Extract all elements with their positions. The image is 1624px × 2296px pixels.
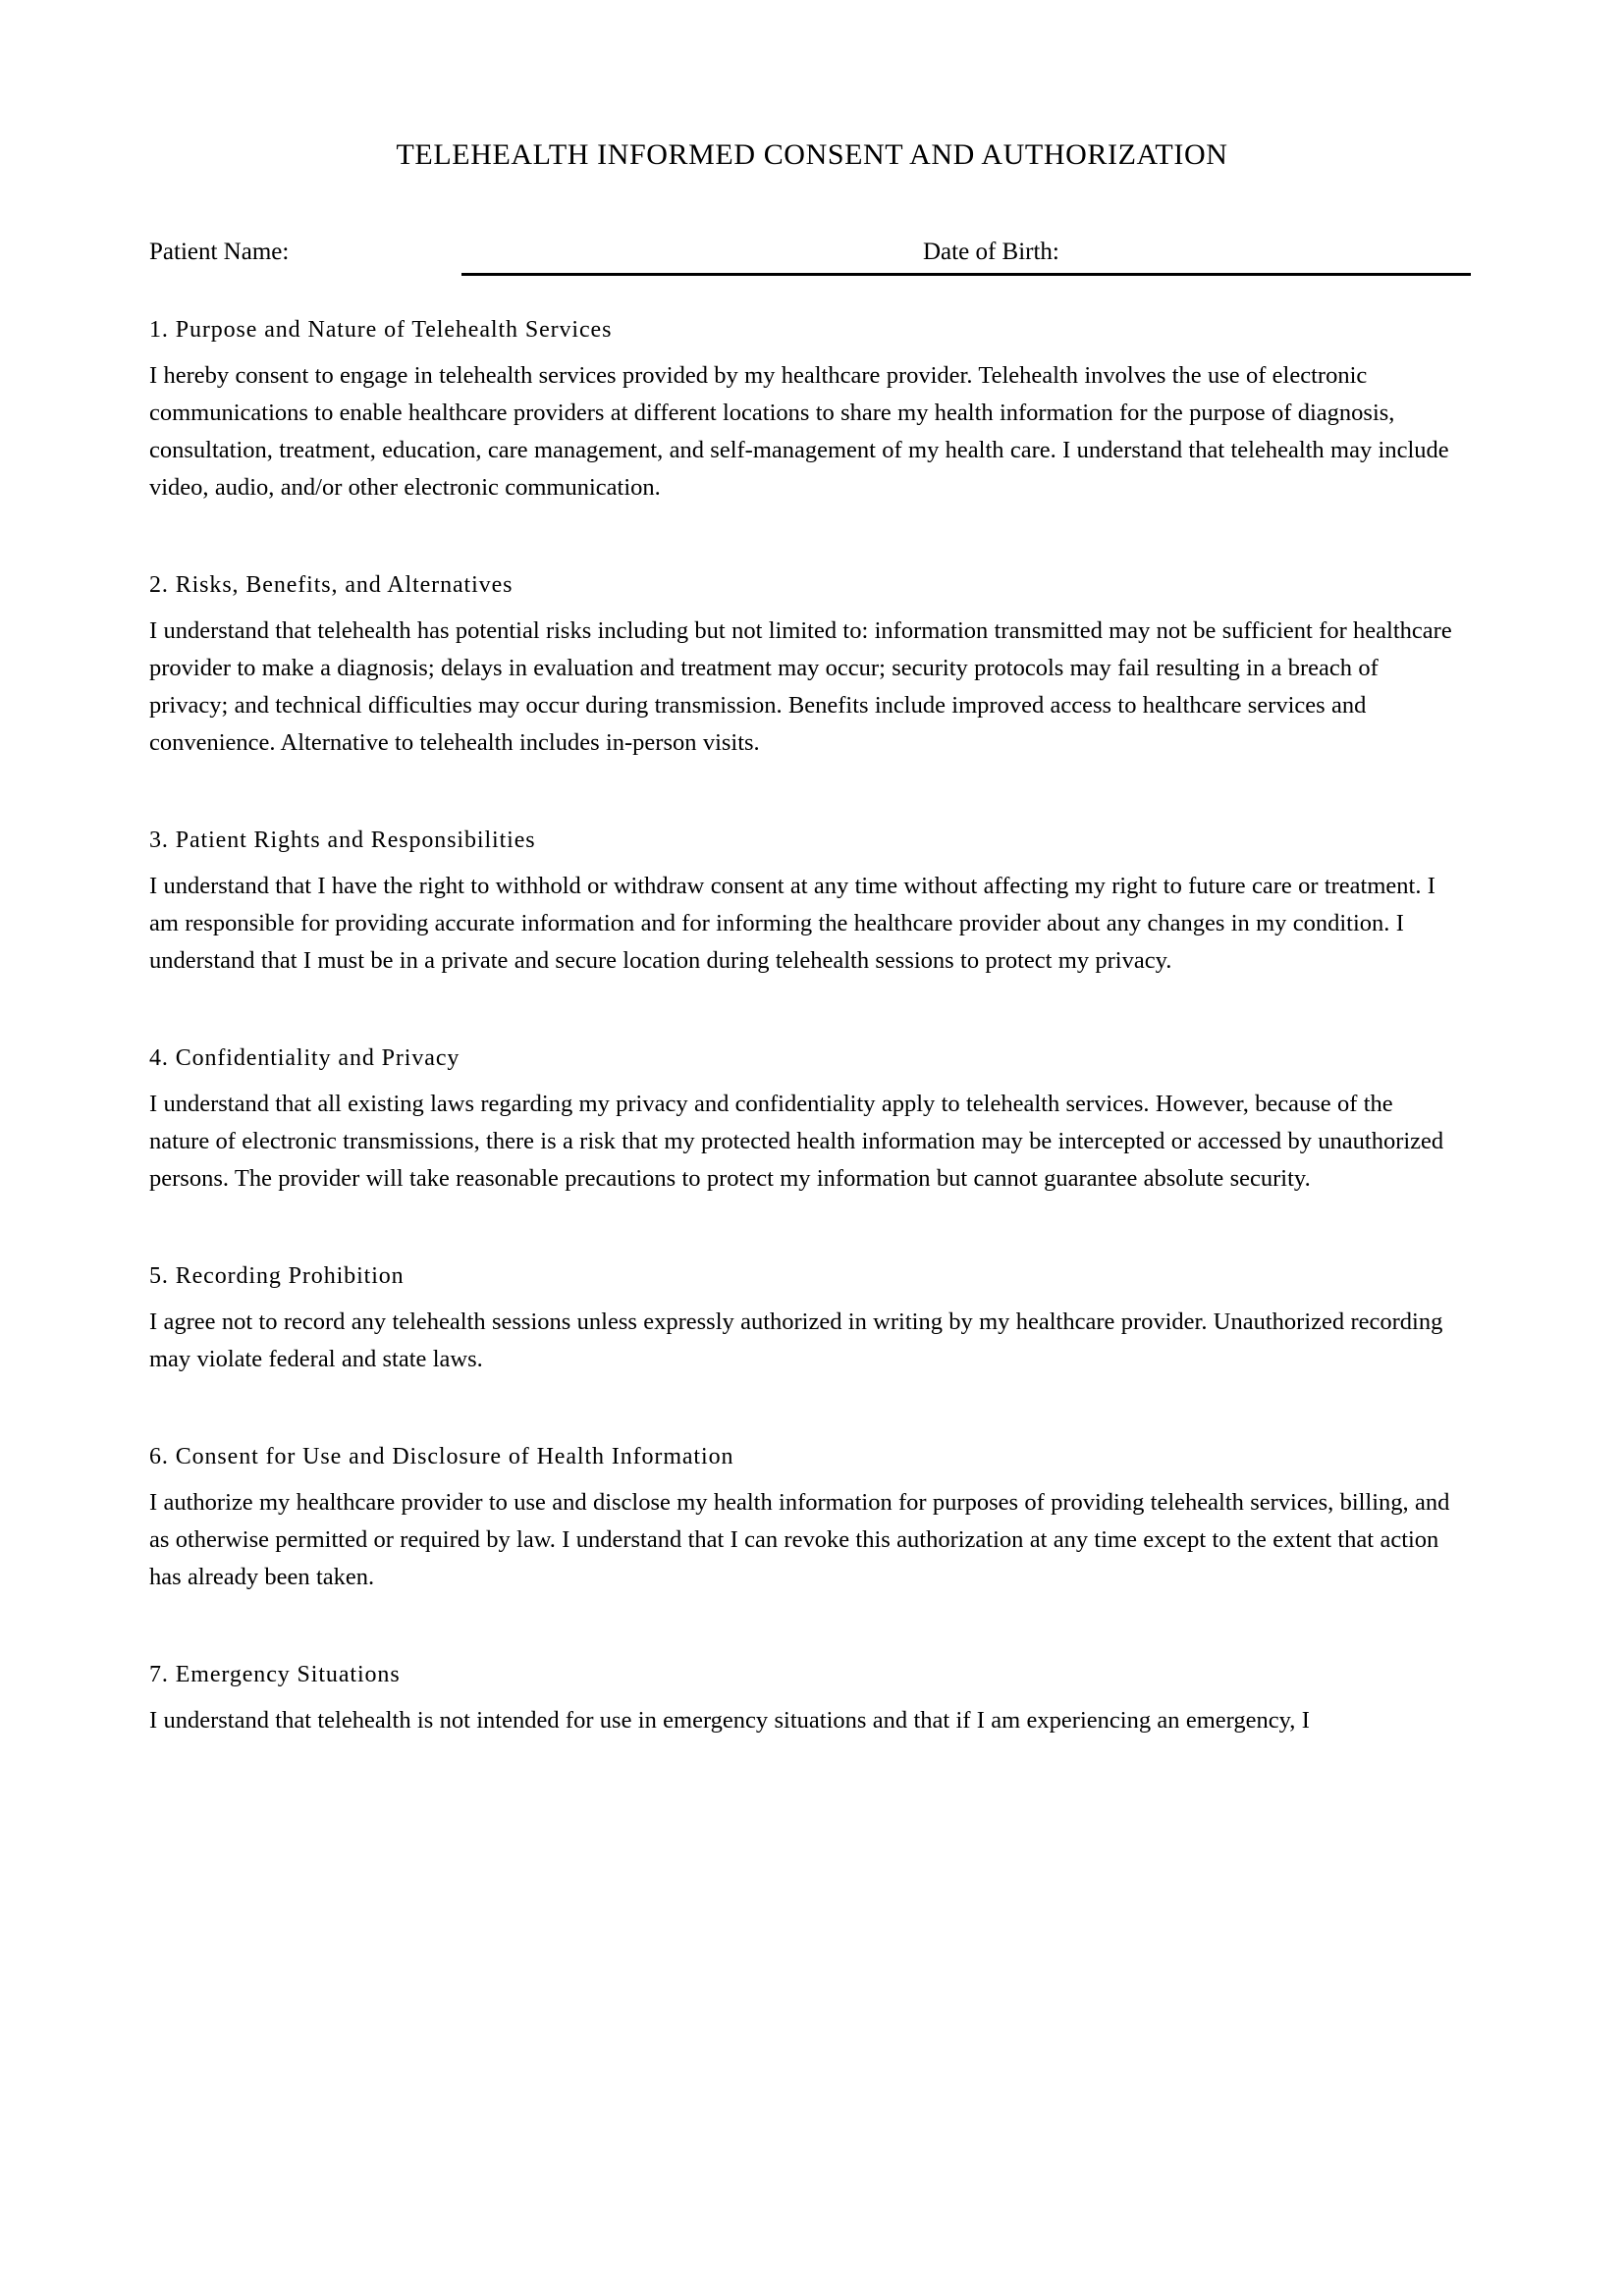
header-fill-in-rule[interactable] (461, 273, 1471, 276)
document-section (149, 567, 1457, 762)
section-body-text: I understand that telehealth is not intended for use in emergency situations and that if I am experiencing an emergency, I (149, 1707, 1310, 1734)
section-body-text: I agree not to record any telehealth sessions unless expressly authorized in writing by my healthcare provider. Unauthorized recording may violate federal and state laws. (149, 1308, 1443, 1372)
section-body-text: I understand that all existing laws regarding my privacy and confidentiality apply to telehealth services. However, because of the nature of electronic transmissions, there is a risk that my protected health information may be intercepted or accessed by unauthorized persons. The provider will take reasonable precautions to protect my information but cannot guarantee absolute security. (149, 1091, 1444, 1192)
page-title: TELEHEALTH INFORMED CONSENT AND AUTHORIZATION (396, 138, 1228, 172)
document-section (149, 1258, 1457, 1378)
document-section (149, 823, 1457, 980)
section-body-text: I understand that telehealth has potential risks including but not limited to: information transmitted may not be sufficient for healthcare provider to make a diagnosis; delays in evaluation and treatment may occur; security protocols may fail resulting in a breach of privacy; and technical difficulties may occur during transmission. Benefits include improved access to healthcare services and convenience. Alternative to telehealth includes in-person visits. (149, 617, 1452, 756)
section-heading: 5. Recording Prohibition (149, 1263, 405, 1289)
document-section (149, 1657, 1457, 1739)
document-body (149, 312, 1457, 1739)
section-heading: 3. Patient Rights and Responsibilities (149, 828, 536, 853)
date-of-birth-label: Date of Birth: (923, 239, 1059, 265)
document-section (149, 1439, 1457, 1596)
section-heading: 4. Confidentiality and Privacy (149, 1045, 460, 1071)
section-body-text: I understand that I have the right to withhold or withdraw consent at any time without affecting my right to future care or treatment. I am responsible for providing accurate information and for informing the healthcare provider about any changes in my condition. I understand that I must be in a private and secure location during telehealth sessions to protect my privacy. (149, 873, 1435, 974)
section-body-text: I authorize my healthcare provider to use and disclose my health information for purposes of providing telehealth services, billing, and as otherwise permitted or required by law. I understand that I can revoke this authorization at any time except to the extent that action has already been taken. (149, 1489, 1450, 1590)
patient-name-label: Patient Name: (149, 239, 290, 265)
document-section (149, 1041, 1457, 1198)
section-body-text: I hereby consent to engage in telehealth services provided by my healthcare provider. Telehealth involves the use of electronic communications to enable healthcare providers at different locations to share my health information for the purpose of diagnosis, consultation, treatment, education, care management, and self-management of my health care. I understand that telehealth may include video, audio, and/or other electronic communication. (149, 362, 1449, 501)
section-heading: 1. Purpose and Nature of Telehealth Services (149, 317, 613, 343)
section-heading: 6. Consent for Use and Disclosure of Health Information (149, 1444, 734, 1469)
section-heading: 7. Emergency Situations (149, 1662, 401, 1687)
document-section (149, 312, 1457, 507)
section-heading: 2. Risks, Benefits, and Alternatives (149, 572, 514, 598)
header-fields (149, 236, 1471, 279)
